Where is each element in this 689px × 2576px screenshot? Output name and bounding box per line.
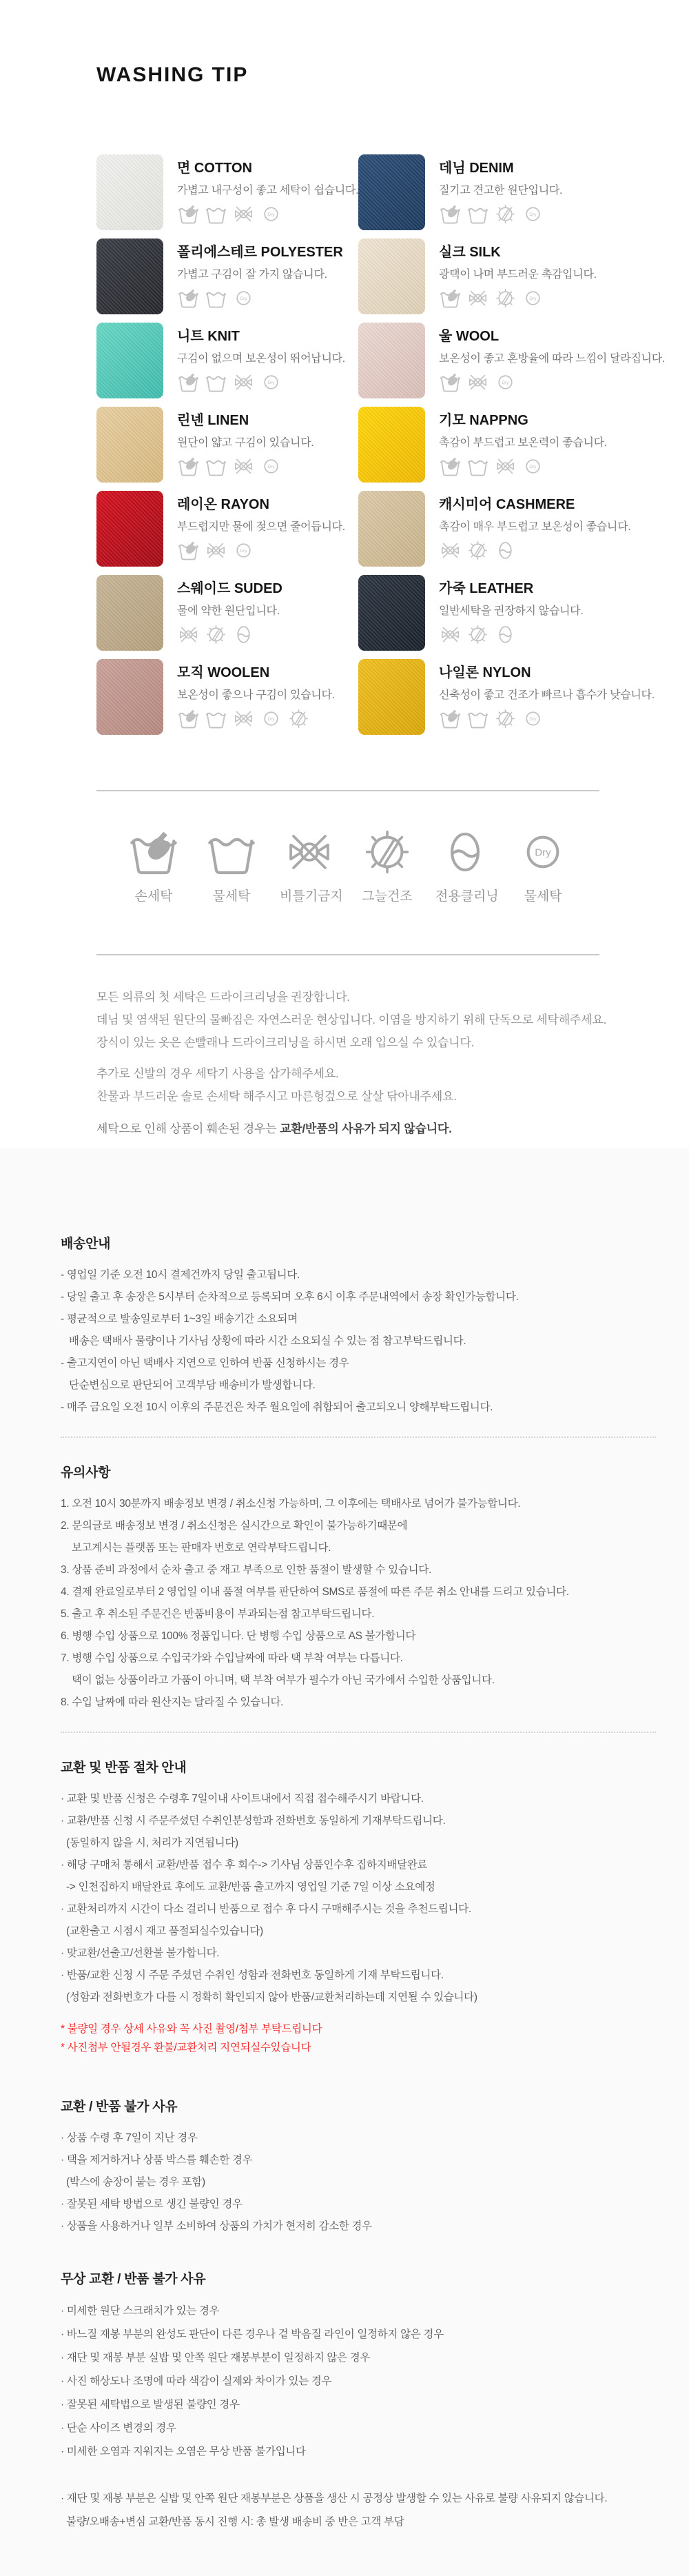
fabric-name: 데님 DENIM	[439, 161, 514, 176]
text-line: · 잘못된 세탁 방법으로 생긴 불량인 경우	[61, 2198, 243, 2210]
text-line: 단순변심으로 판단되어 고객부담 배송비가 발생합니다.	[61, 1379, 316, 1391]
dry-icon	[517, 826, 569, 878]
text-line: · 상품 수령 후 7일이 지난 경우	[61, 2132, 198, 2144]
fabric-description: 촉감이 부드럽고 보온력이 좋습니다.	[439, 437, 607, 449]
legend-item	[513, 826, 573, 904]
fabric-swatch	[96, 659, 163, 735]
legend-item	[358, 826, 417, 904]
machine-wash-icon	[466, 203, 489, 225]
fabric-info	[177, 407, 313, 483]
fabric-description: 구김이 없으며 보온성이 뛰어납니다.	[177, 353, 345, 365]
shipping-info-block	[61, 1235, 656, 1419]
notice-heading: 유의사항	[61, 1466, 111, 1480]
hand-wash-icon	[439, 203, 462, 225]
fabric-info	[177, 491, 345, 567]
machine-wash-icon	[205, 455, 227, 478]
fabric-name: 면 COTTON	[177, 161, 252, 176]
fabric-card	[96, 323, 358, 398]
no-exchange-heading: 교환 / 반품 불가 사유	[61, 2100, 178, 2114]
fabric-info	[439, 154, 562, 230]
fabric-card	[358, 659, 655, 735]
legend-item	[124, 826, 183, 904]
dry-icon	[260, 707, 282, 730]
fabric-card	[358, 407, 620, 483]
care-icon-row	[177, 455, 313, 478]
legend-label: 비틀기금지	[280, 889, 343, 904]
text-line: 추가로 신발의 경우 세탁기 사용을 삼가해주세요.	[96, 1067, 339, 1080]
hand-wash-icon	[177, 707, 200, 730]
fabric-name: 스웨이드 SUDED	[177, 581, 282, 596]
fabric-card	[96, 154, 358, 230]
care-icon-row	[439, 623, 583, 646]
fabric-description: 신축성이 좋고 건조가 빠르나 흡수가 낮습니다.	[439, 689, 655, 701]
dotted-divider	[61, 1732, 656, 1733]
text-line: 4. 결제 완료일로부터 2 영업일 이내 품절 여부를 판단하여 SMS로 품절에 따른 주문 취소 안내를 드리고 있습니다.	[61, 1586, 569, 1598]
fabric-name: 린넨 LINEN	[177, 413, 249, 428]
text-line: (교환출고 시점시 재고 품절되실수있습니다)	[61, 1925, 263, 1937]
dry-icon	[494, 371, 517, 394]
machine-wash-icon	[205, 287, 227, 310]
fabric-swatch	[358, 659, 425, 735]
no-wring-icon	[205, 539, 227, 562]
divider-bottom	[96, 954, 599, 955]
exchange-warning-prefix: 세탁으로 인해 상품이 훼손된 경우는	[96, 1122, 280, 1135]
dry-icon	[522, 203, 544, 225]
hand-wash-icon	[177, 455, 200, 478]
fabric-info	[439, 323, 665, 398]
text-line: · 해당 구매처 통해서 교환/반품 접수 후 회수-> 기사님 상품인수후 집하지배달완료	[61, 1859, 428, 1871]
no-wring-icon	[466, 371, 489, 394]
dotted-divider	[61, 1437, 656, 1438]
page-title: WASHING TIP	[96, 63, 249, 86]
text-line: · 상품을 사용하거나 일부 소비하여 상품의 가치가 현저히 감소한 경우	[61, 2220, 372, 2232]
text-line: 배송은 택배사 물량이나 기사님 상황에 따라 시간 소요되실 수 있는 점 참고부탁드립니다.	[61, 1335, 466, 1347]
fabric-description: 촉감이 매우 부드럽고 보온성이 좋습니다.	[439, 521, 631, 533]
hand-wash-icon	[127, 826, 180, 878]
care-icon-row	[439, 287, 597, 310]
free-exchange-lines	[61, 2300, 656, 2534]
machine-wash-icon	[205, 203, 227, 225]
text-line: 찬물과 부드러운 솔로 손세탁 해주시고 마른헝겊으로 살살 닦아내주세요.	[96, 1090, 457, 1103]
fabric-info	[439, 659, 655, 735]
text-line: 데님 및 염색된 원단의 물빠짐은 자연스러운 현상입니다. 이염을 방지하기 위해 단독으로 세탁해주세요.	[96, 1013, 607, 1026]
washing-tip-section	[0, 0, 689, 1148]
pro-clean-icon	[232, 623, 255, 646]
no-wring-icon	[232, 455, 255, 478]
dry-icon	[260, 455, 282, 478]
notice-lines	[61, 1493, 656, 1714]
notice-block	[61, 1464, 656, 1714]
text-line: 5. 출고 후 취소된 주문건은 반품비용이 부과되는점 참고부탁드립니다.	[61, 1608, 375, 1620]
dry-icon	[232, 539, 255, 562]
legend-item	[280, 826, 343, 904]
fabric-swatch	[96, 491, 163, 567]
machine-wash-icon	[205, 826, 258, 878]
hand-wash-icon	[177, 371, 200, 394]
text-line: · 재단 및 재봉 부분 실밥 및 안쪽 원단 재봉부분이 일정하지 않은 경우	[61, 2352, 371, 2364]
no-wring-icon	[439, 623, 462, 646]
hand-wash-icon	[439, 371, 462, 394]
shade-dry-icon	[205, 623, 227, 646]
fabric-card	[96, 407, 358, 483]
machine-wash-icon	[466, 707, 489, 730]
fabric-description: 일반세탁을 권장하지 않습니다.	[439, 605, 584, 617]
exchange-process-warnings	[61, 2020, 656, 2057]
pro-clean-icon	[494, 539, 517, 562]
no-wring-icon	[177, 623, 200, 646]
dry-icon	[232, 287, 255, 310]
machine-wash-icon	[466, 455, 489, 478]
care-icon-row	[439, 203, 562, 225]
dry-icon	[260, 203, 282, 225]
no-wring-icon	[439, 539, 462, 562]
fabric-swatch	[96, 407, 163, 483]
fabric-swatch	[96, 239, 163, 314]
exchange-process-heading: 교환 및 반품 절차 안내	[61, 1761, 187, 1775]
text-line	[61, 2464, 656, 2487]
fabric-name: 나일론 NYLON	[439, 665, 531, 680]
text-line: (동일하지 않을 시, 처리가 지연됩니다)	[61, 1837, 238, 1849]
no-wring-icon	[232, 203, 255, 225]
no-wring-icon	[494, 455, 517, 478]
text-line: - 매주 금요일 오전 10시 이후의 주문건은 차주 월요일에 취합되어 출고되오니 양해부탁드립니다.	[61, 1401, 493, 1413]
fabric-name: 니트 KNIT	[177, 329, 240, 344]
free-exchange-block	[61, 2271, 656, 2534]
fabric-description: 광택이 나며 부드러운 촉감입니다.	[439, 269, 597, 281]
fabric-info	[439, 575, 583, 651]
dry-icon	[260, 371, 282, 394]
legend-item	[202, 826, 261, 904]
pro-clean-icon	[439, 826, 491, 878]
no-exchange-lines	[61, 2127, 656, 2238]
legend-label: 물세탁	[212, 889, 251, 904]
exchange-warning-line	[96, 1117, 656, 1140]
text-line: 보고계시는 플랫폼 또는 판매자 번호로 연락부탁드립니다.	[61, 1542, 331, 1554]
fabric-description: 보온성이 좋고 혼방율에 따라 느낌이 달라집니다.	[439, 353, 665, 365]
text-line: · 바느질 재봉 부분의 완성도 판단이 다른 경우나 겉 박음질 라인이 일정하지 않은 경우	[61, 2329, 444, 2340]
washing-notes-paragraph-2	[96, 1062, 656, 1108]
care-icon-row	[439, 707, 655, 730]
fabric-name: 캐시미어 CASHMERE	[439, 497, 575, 512]
fabric-name: 레이온 RAYON	[177, 497, 269, 512]
care-icon-row	[177, 539, 345, 562]
no-exchange-block	[61, 2098, 656, 2238]
hand-wash-icon	[439, 287, 462, 310]
fabric-card	[96, 575, 358, 651]
fabric-info	[177, 575, 282, 651]
text-line: - 평균적으로 발송일로부터 1~3일 배송기간 소요되며	[61, 1313, 298, 1325]
dry-icon	[522, 287, 544, 310]
fabric-description: 가볍고 구김이 잘 가지 않습니다.	[177, 269, 327, 281]
legend-label: 손세탁	[134, 889, 173, 904]
fabric-info	[177, 239, 343, 314]
text-line: 3. 상품 준비 과정에서 순차 출고 중 재고 부족으로 인한 품절이 발생할 수 있습니다.	[61, 1564, 431, 1576]
hand-wash-icon	[439, 455, 462, 478]
care-icon-row	[177, 287, 343, 310]
text-line: 모든 의류의 첫 세탁은 드라이크리닝을 권장합니다.	[96, 991, 350, 1004]
fabric-swatch	[358, 491, 425, 567]
fabric-info	[439, 491, 630, 567]
exchange-warning-bold: 교환/반품의 사유가 되지 않습니다.	[279, 1122, 452, 1135]
hand-wash-icon	[177, 539, 200, 562]
fabric-description: 가볍고 내구성이 좋고 세탁이 쉽습니다.	[177, 185, 359, 196]
fabric-info	[177, 154, 358, 230]
text-line: - 당일 출고 후 송장은 5시부터 순차적으로 등록되며 오후 6시 이후 주문내역에서 송장 확인가능합니다.	[61, 1291, 519, 1303]
care-icon-row	[177, 707, 335, 730]
text-line: * 사진첨부 안될경우 환불/교환처리 지연되실수있습니다	[61, 2042, 311, 2053]
legend-item	[435, 826, 499, 904]
free-exchange-heading: 무상 교환 / 반품 불가 사유	[61, 2272, 206, 2286]
dry-icon	[522, 707, 544, 730]
hand-wash-icon	[439, 707, 462, 730]
shade-dry-icon	[287, 707, 310, 730]
exchange-process-block	[61, 1759, 656, 2057]
fabric-card	[96, 659, 358, 735]
fabric-card	[358, 323, 665, 398]
text-line: (성함과 전화번호가 다를 시 정확히 확인되지 않아 반품/교환처리하는데 지연될 수 있습니다)	[61, 1991, 477, 2003]
no-wring-icon	[232, 371, 255, 394]
text-line: 7. 병행 수입 상품으로 수입국가와 수입날짜에 따라 택 부착 여부는 다릅니다.	[61, 1652, 403, 1664]
fabric-info	[177, 323, 345, 398]
fabric-swatch	[96, 154, 163, 230]
fabric-name: 울 WOOL	[439, 329, 500, 344]
fabric-info	[439, 239, 597, 314]
legend-label: 물세탁	[524, 889, 562, 904]
text-line: 2. 문의글로 배송정보 변경 / 취소신청은 실시간으로 확인이 불가능하기때문에	[61, 1520, 408, 1532]
text-line: -> 인천집하지 배달완료 후에도 교환/반품 출고까지 영업일 기준 7일 이상 소요예정	[61, 1881, 435, 1893]
shade-dry-icon	[494, 203, 517, 225]
shade-dry-icon	[494, 707, 517, 730]
fabric-info	[439, 407, 607, 483]
text-line: - 출고지연이 아닌 택배사 지연으로 인하여 반품 신청하시는 경우	[61, 1357, 349, 1369]
fabric-info	[177, 659, 335, 735]
text-line: 1. 오전 10시 30분까지 배송정보 변경 / 취소신청 가능하며, 그 이후에는 택배사로 넘어가 불가능합니다.	[61, 1498, 521, 1510]
care-icon-row	[177, 623, 282, 646]
care-icon-row	[177, 203, 358, 225]
shade-dry-icon	[466, 539, 489, 562]
washing-notes	[96, 986, 656, 1140]
care-icon-row	[439, 455, 607, 478]
fabric-swatch	[358, 239, 425, 314]
care-icon-row	[439, 371, 665, 394]
legend-label: 전용클리닝	[435, 889, 499, 904]
care-icon-row	[177, 371, 345, 394]
dry-icon	[522, 455, 544, 478]
shade-dry-icon	[466, 623, 489, 646]
fabric-swatch	[96, 323, 163, 398]
fabric-card	[358, 575, 620, 651]
text-line: · 택을 제거하거나 상품 박스를 훼손한 경우	[61, 2154, 253, 2166]
washing-notes-paragraph-1	[96, 986, 656, 1054]
fabric-card	[358, 154, 620, 230]
text-line: · 미세한 원단 스크래치가 있는 경우	[61, 2305, 220, 2317]
no-wring-icon	[466, 287, 489, 310]
shipping-info-heading: 배송안내	[61, 1237, 111, 1251]
text-line: · 사진 해상도나 조명에 따라 색감이 실제와 차이가 있는 경우	[61, 2375, 332, 2387]
text-line: 불량/오배송+변심 교환/반품 동시 진행 시: 총 발생 배송비 중 반은 고객 부담	[61, 2516, 404, 2528]
text-line: 8. 수입 날짜에 따라 원산지는 달라질 수 있습니다.	[61, 1696, 284, 1708]
text-line: 6. 병행 수입 상품으로 100% 정품입니다. 단 병행 수입 상품으로 AS 불가합니다	[61, 1630, 416, 1642]
fabric-description: 보온성이 좋으나 구김이 있습니다.	[177, 689, 335, 701]
fabric-name: 모직 WOOLEN	[177, 665, 270, 680]
care-icon-row	[439, 539, 630, 562]
text-line: · 잘못된 세탁법으로 발생된 불량인 경우	[61, 2399, 240, 2411]
no-wring-icon	[232, 707, 255, 730]
text-line: · 반품/교환 신청 시 주문 주셨던 수취인 성함과 전화번호 동일하게 기재 부탁드립니다.	[61, 1969, 444, 1981]
fabric-card	[96, 491, 358, 567]
shade-dry-icon	[361, 826, 413, 878]
hand-wash-icon	[177, 287, 200, 310]
shipping-info-lines	[61, 1264, 656, 1419]
text-line: * 불량일 경우 상세 사유와 꼭 사진 촬영/첨부 부탁드립니다	[61, 2023, 322, 2035]
divider-top	[96, 790, 599, 791]
fabric-swatch	[358, 154, 425, 230]
fabric-name: 폴리에스테르 POLYESTER	[177, 245, 343, 260]
exchange-process-lines	[61, 1788, 656, 2009]
machine-wash-icon	[205, 707, 227, 730]
text-line: · 맞교환/선출고/선환불 불가합니다.	[61, 1947, 220, 1959]
text-line: · 단순 사이즈 변경의 경우	[61, 2422, 176, 2434]
fabric-name: 실크 SILK	[439, 245, 501, 260]
fabric-description: 물에 약한 원단입니다.	[177, 605, 280, 617]
fabric-card	[358, 491, 631, 567]
text-line: 택이 없는 상품이라고 가품이 아니며, 택 부착 여부가 필수가 아닌 국가에서 수입한 상품입니다.	[61, 1674, 495, 1686]
no-wring-icon	[283, 826, 336, 878]
pro-clean-icon	[494, 623, 517, 646]
text-line: (박스에 송장이 붙는 경우 포함)	[61, 2176, 205, 2188]
fabric-description: 원단이 얇고 구김이 있습니다.	[177, 437, 314, 449]
care-symbol-legend	[124, 826, 656, 904]
shade-dry-icon	[494, 287, 517, 310]
fabric-swatch	[358, 407, 425, 483]
text-line: · 교환 및 반품 신청은 수령후 7일이내 사이트내에서 직접 접수해주시기 바랍니다.	[61, 1793, 424, 1805]
fabric-swatch	[358, 323, 425, 398]
machine-wash-icon	[205, 371, 227, 394]
fabric-card	[96, 239, 358, 314]
fabric-name: 기모 NAPPNG	[439, 413, 528, 428]
fabric-name: 가죽 LEATHER	[439, 581, 534, 596]
fabric-description: 부드럽지만 물에 젖으면 줄어듭니다.	[177, 521, 345, 533]
text-line: 장식이 있는 옷은 손빨래나 드라이크리닝을 하시면 오래 입으실 수 있습니다.	[96, 1036, 475, 1049]
text-line: · 교환처리까지 시간이 다소 걸리니 반품으로 접수 후 다시 구매해주시는 것을 추천드립니다.	[61, 1903, 471, 1915]
text-line: - 영업일 기준 오전 10시 결제건까지 당일 출고됩니다.	[61, 1269, 300, 1281]
hand-wash-icon	[177, 203, 200, 225]
fabric-swatch	[358, 575, 425, 651]
legend-label: 그늘건조	[362, 889, 413, 904]
fabric-card	[358, 239, 620, 314]
policy-section	[0, 1148, 689, 2576]
text-line: · 미세한 오염과 지워지는 오염은 무상 반품 불가입니다	[61, 2446, 306, 2457]
fabric-grid	[96, 154, 665, 735]
text-line: · 교환/반품 신청 시 주문주셨던 수취인분성함과 전화번호 동일하게 기재부탁드립니다.	[61, 1815, 446, 1827]
text-line: · 재단 및 재봉 부분은 실밥 및 안쪽 원단 재봉부분은 상품을 생산 시 공정상 발생할 수 있는 사유로 불량 사유되지 않습니다.	[61, 2493, 608, 2504]
fabric-swatch	[96, 575, 163, 651]
fabric-description: 질기고 견고한 원단입니다.	[439, 185, 563, 196]
